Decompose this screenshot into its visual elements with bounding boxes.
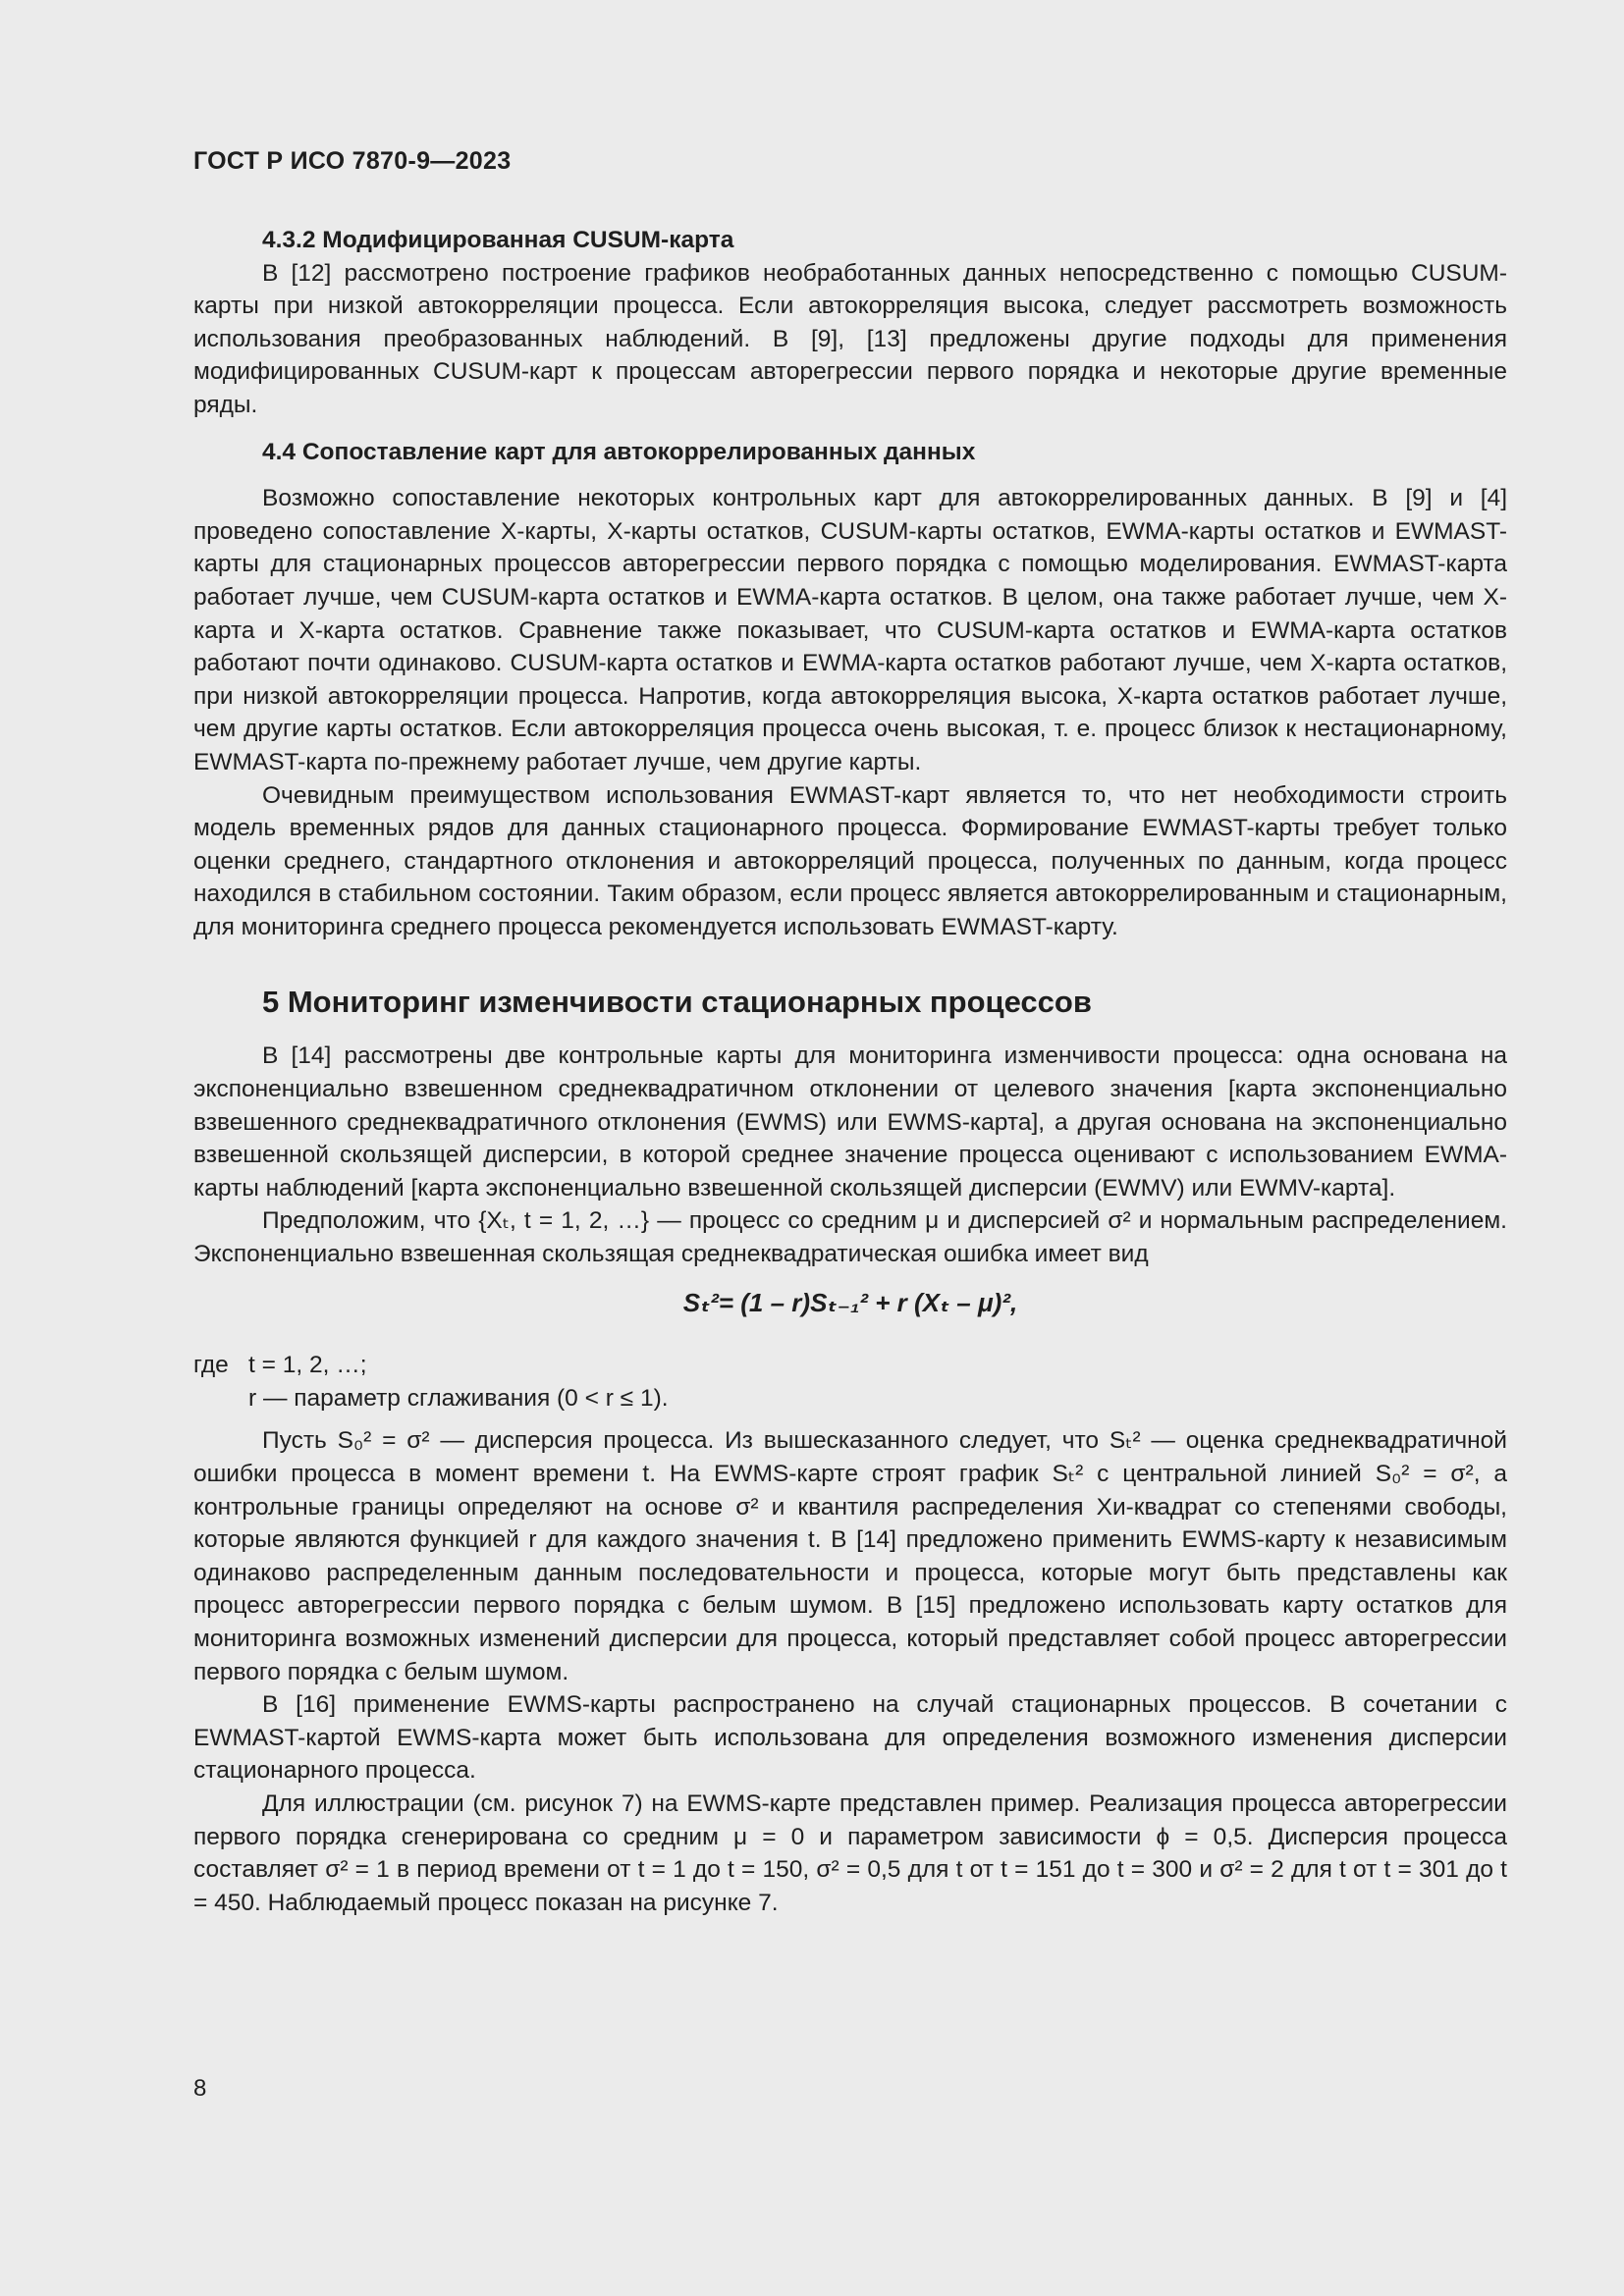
section-5-heading: 5 Мониторинг изменчивости стационарных процессов <box>262 985 1092 1020</box>
paragraph: Возможно сопоставление некоторых контрольных карт для автокоррелированных данных. В [9] и [4] проведено сопоставление X-карты, X-карты остатков, CUSUM-карты остатков, EWMA-карты остатков и EWMAST-карты для стационарных процессов авторегрессии первого порядка с помощью моделирования. EWMAST-карта работает лучше, чем CUSUM-карта остатков и EWMA-карта остатков. В целом, она также работает лучше, чем X-карта и X-карта остатков. Сравнение также показывает, что CUSUM-карта остатков и EWMA-карта остатков работают почти одинаково. CUSUM-карта остатков и EWMA-карта остатков работают лучше, чем X-карта остатков, при низкой автокорреляции процесса. Напротив, когда автокорреляция высока, X-карта остатков работает лучше, чем другие карты остатков. Если автокорреляция процесса очень высокая, т. е. процесс близок к нестационарному, EWMAST-карта по-прежнему работает лучше, чем другие карты. <box>193 485 1507 775</box>
formula: Sₜ²= (1 – r)Sₜ₋₁² + r (Xₜ – μ)², <box>682 1287 1018 1317</box>
document-header: ГОСТ Р ИСО 7870-9—2023 <box>193 147 512 175</box>
where-line <box>193 1349 1507 1382</box>
where-t: t = 1, 2, …; <box>248 1352 367 1379</box>
document-body <box>193 224 1507 1919</box>
paragraph: В [12] рассмотрено построение графиков необработанных данных непосредственно с помощью CUSUM-карты при низкой автокорреляции процесса. Если автокорреляция высока, следует рассмотреть возможность использования преобразованных наблюдений. В [9], [13] предложены другие подходы для применения модифицированных CUSUM-карт к процессам авторегрессии первого порядка и некоторые другие временные ряды. <box>193 259 1507 418</box>
paragraph: Для иллюстрации (см. рисунок 7) на EWMS-карте представлен пример. Реализация процесса авторегрессии первого порядка сгенерирована со средним μ = 0 и параметром зависимости ϕ = 0,5. Дисперсия процесса составляет σ² = 1 в период времени от t = 1 до t = 150, σ² = 0,5 для t от t = 151 до t = 300 и σ² = 2 для t от t = 301 до t = 450. Наблюдаемый процесс показан на рисунке 7. <box>193 1789 1507 1916</box>
paragraph: В [14] рассмотрены две контрольные карты для мониторинга изменчивости процесса: одна основана на экспоненциально взвешенном среднеквадратичном отклонении от целевого значения [карта экспоненциально взвешенного среднеквадратичного отклонения (EWMS) или EWMS-карта], а другая основана на экспоненциально взвешенной скользящей дисперсии, в которой среднее значение процесса оценивают с использованием EWMA-карты наблюдений [карта экспоненциально взвешенной скользящей дисперсии (EWMV) или EWMV-карта]. <box>193 1042 1507 1201</box>
where-label: где <box>193 1352 229 1379</box>
section-4-4-heading: 4.4 Сопоставление карт для автокоррелированных данных <box>262 438 976 465</box>
section-4-3-2-heading: 4.3.2 Модифицированная CUSUM-карта <box>262 227 734 253</box>
paragraph: Предположим, что {Xₜ, t = 1, 2, …} — процесс со средним μ и дисперсией σ² и нормальным распределением. Экспоненциально взвешенная скользящая среднеквадратическая ошибка имеет вид <box>193 1207 1507 1268</box>
paragraph: Очевидным преимуществом использования EWMAST-карт является то, что нет необходимости строить модель временных рядов для данных стационарного процесса. Формирование EWMAST-карты требует только оценки среднего, стандартного отклонения и автокорреляций процесса, полученных по данным, когда процесс находился в стабильном состоянии. Таким образом, если процесс является автокоррелированным и стационарным, для мониторинга среднего процесса рекомендуется использовать EWMAST-карту. <box>193 781 1507 940</box>
paragraph: В [16] применение EWMS-карты распространено на случай стационарных процессов. В сочетании с EWMAST-картой EWMS-карта может быть использована для определения возможного изменения дисперсии стационарного процесса. <box>193 1691 1507 1785</box>
paragraph: Пусть S₀² = σ² — дисперсия процесса. Из вышесказанного следует, что Sₜ² — оценка среднеквадратичной ошибки процесса в момент времени t. На EWMS-карте строят график Sₜ² с центральной линией S₀² = σ², а контрольные границы определяют на основе σ² и квантиля распределения Хи-квадрат со степенями свободы, которые являются функцией r для каждого значения t. В [14] предложено применить EWMS-карту к независимым одинаково распределенным данным последовательности и процесса, которые могут быть представлены как процесс авторегрессии первого порядка с белым шумом. В [15] предложено использовать карту остатков для мониторинга возможных изменений дисперсии для процесса, который представляет собой процесс авторегрессии первого порядка с белым шумом. <box>193 1427 1507 1685</box>
where-r: r — параметр сглаживания (0 < r ≤ 1). <box>248 1384 669 1412</box>
page-number: 8 <box>193 2075 207 2102</box>
